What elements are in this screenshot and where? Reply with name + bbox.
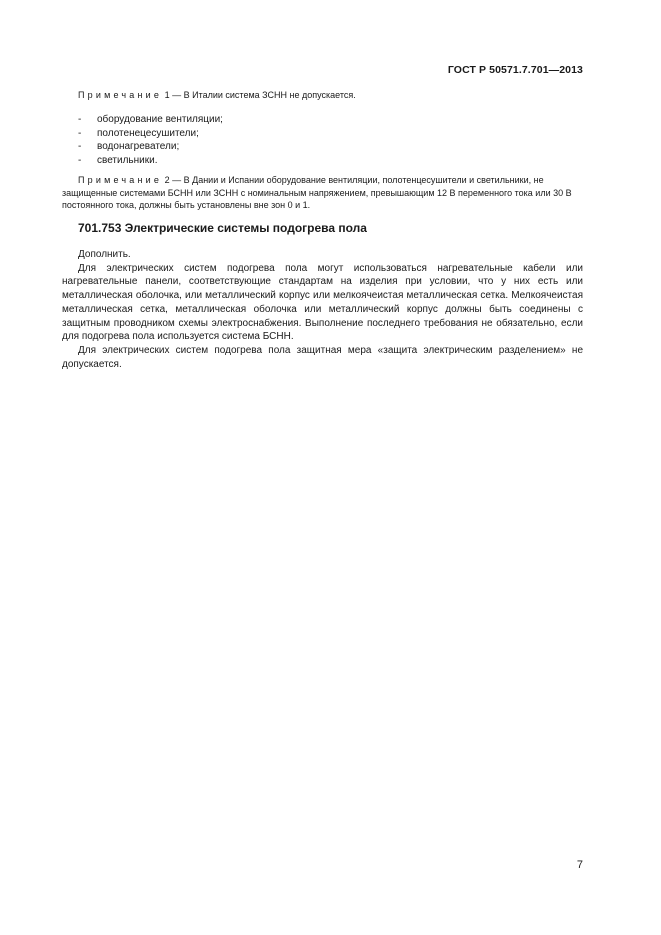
list-dash: - bbox=[78, 154, 82, 166]
list-item bbox=[78, 140, 223, 154]
note-2 bbox=[62, 174, 583, 212]
list-dash: - bbox=[78, 141, 82, 152]
body-paragraph: Для электрических систем подогрева пола могут использоваться нагревательные кабели или нагревательные панели, соответствующие стандартам на изделия при условии, что у них есть или металлическая оболочка, или металлический корпус или мелкоячеистая металлическая сетка. Мелкоячеистая металлическая сетка, металлическая оболочка или металлический корпус должны быть соединены с защитным проводником схемы электроснабжения. Выполнение последнего требования не обязательно, если для подогрева пола используется система БСНН. bbox=[62, 262, 583, 343]
note-1-text: 1 — В Италии система ЗСНН не допускается. bbox=[162, 90, 356, 100]
section-title: 701.753 Электрические системы подогрева пола bbox=[78, 221, 367, 235]
list-dash: - bbox=[78, 114, 82, 125]
note-2-label: Примечание bbox=[78, 175, 163, 185]
list-item-text: оборудование вентиляции; bbox=[97, 114, 223, 125]
equipment-list bbox=[78, 113, 223, 167]
section-body bbox=[62, 248, 583, 371]
list-item-text: водонагреватели; bbox=[97, 141, 180, 152]
note-2-text: 2 — В Дании и Испании оборудование вентиляции, полотенцесушители и светильники, не защищенные системами БСНН или ЗСНН с номинальным напряжением, превышающим 12 В переменного тока или 30 В постоянного тока, должны быть установлены вне зон 0 и 1. bbox=[62, 175, 572, 210]
page-number: 7 bbox=[576, 859, 583, 871]
list-item bbox=[78, 154, 223, 168]
note-1-label: Примечание bbox=[78, 90, 163, 100]
list-item-text: светильники. bbox=[97, 154, 158, 166]
body-paragraph: Дополнить. bbox=[78, 249, 131, 260]
list-item bbox=[78, 127, 223, 141]
list-item bbox=[78, 113, 223, 127]
list-dash: - bbox=[78, 127, 82, 139]
standard-code-header: ГОСТ Р 50571.7.701—2013 bbox=[447, 64, 583, 76]
body-paragraph: Для электрических систем подогрева пола защитная мера «защита электрическим разделением» не допускается. bbox=[62, 344, 583, 370]
list-item-text: полотенецесушители; bbox=[97, 127, 199, 139]
note-1 bbox=[78, 89, 583, 102]
